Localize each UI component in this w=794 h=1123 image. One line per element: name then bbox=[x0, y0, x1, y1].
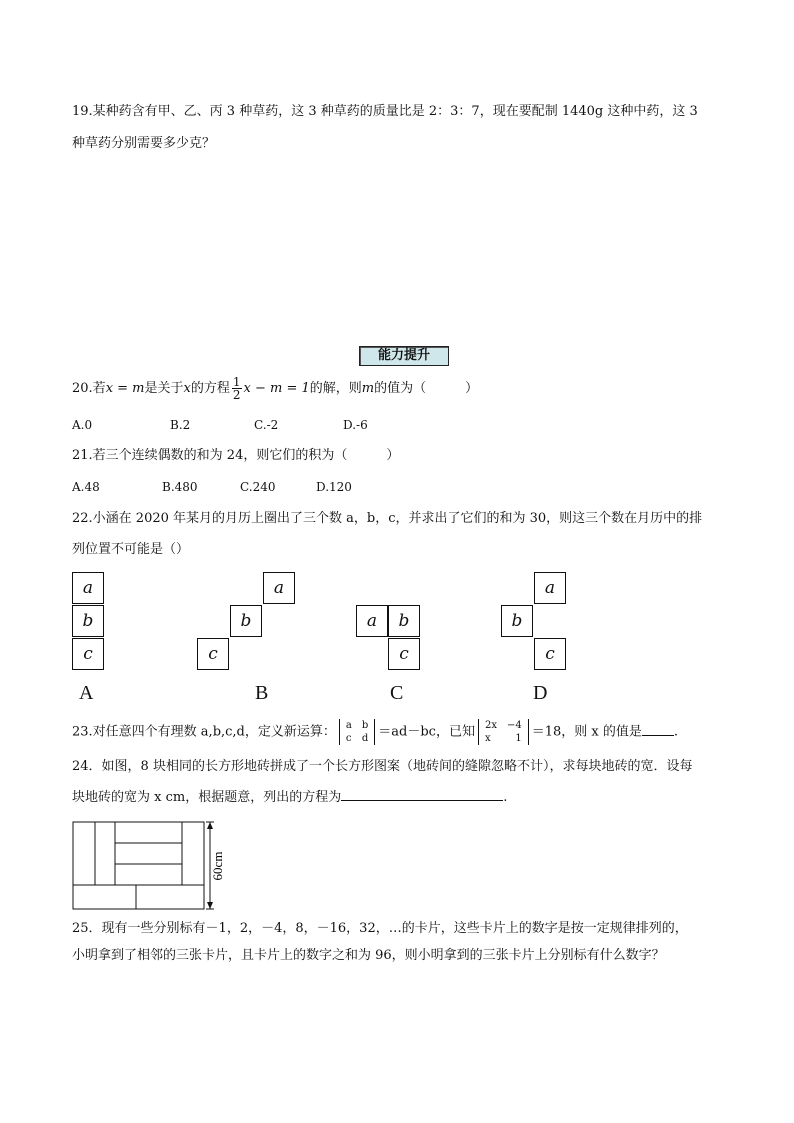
fig-c-cell-a: a bbox=[356, 605, 388, 637]
q24-answer-blank[interactable] bbox=[341, 800, 503, 801]
fig-label-a: A bbox=[79, 682, 94, 704]
q21-option-b: B.480 bbox=[162, 480, 198, 494]
q20-var: x bbox=[183, 381, 191, 396]
q22-line1: 22.小涵在 2020 年某月的月历上圈出了三个数 a，b，c，并求出了它们的和为 30，则这三个数在月历中的排 bbox=[72, 511, 703, 526]
q20-frac-den: 2 bbox=[232, 388, 241, 402]
fig-a-cell-a: a bbox=[72, 572, 104, 604]
fig-d-cell-a: a bbox=[534, 572, 566, 604]
q23-determinant-def bbox=[339, 719, 375, 745]
q23-end: . bbox=[673, 724, 678, 740]
q19-line1: 19.某种药含有甲、乙、丙 3 种草药，这 3 种草药的质量比是 2：3：7，现在要配制 1440g 这种中药，这 3 bbox=[72, 104, 698, 119]
fig-label-b: B bbox=[255, 682, 269, 704]
q20-suffix: 的值为（ ） bbox=[374, 381, 479, 396]
arrow-up-icon bbox=[207, 822, 213, 829]
det1-c: c bbox=[345, 733, 352, 744]
q21-option-c: C.240 bbox=[240, 480, 276, 494]
fig-label-d: D bbox=[533, 682, 548, 704]
dimension-label: 60cm bbox=[210, 851, 225, 881]
q25-line1: 25．现有一些分别标有－1，2，－4，8，－16，32，…的卡片，这些卡片上的数字是按一定规律排列的， bbox=[72, 921, 688, 936]
q20-option-a: A.0 bbox=[72, 418, 93, 432]
fig-a-cell-c: c bbox=[72, 638, 104, 670]
q20-m: m bbox=[361, 381, 375, 396]
q24-end: . bbox=[503, 790, 508, 805]
q20-eq2: x − m = 1 bbox=[243, 381, 310, 396]
q19-line2: 种草药分别需要多少克？ bbox=[72, 136, 216, 151]
q20-mid3: 的解，则 bbox=[309, 381, 362, 396]
fig-b-cell-a: a bbox=[263, 572, 295, 604]
q23-stem bbox=[72, 719, 678, 745]
det1-a: a bbox=[345, 720, 352, 731]
fig-a-cell-b: b bbox=[72, 605, 104, 637]
q20-mid2: 的方程 bbox=[190, 381, 230, 396]
q23-determinant-given bbox=[478, 719, 529, 745]
q20-mid1: 是关于 bbox=[144, 381, 184, 396]
q23-mid: ＝ad－bc，已知 bbox=[378, 724, 475, 740]
q20-option-d: D.-6 bbox=[343, 418, 368, 432]
section-banner: 能力提升 bbox=[359, 346, 449, 366]
q21-option-d: D.120 bbox=[316, 480, 352, 494]
det2-a: 2x bbox=[484, 720, 497, 731]
q20-fraction bbox=[232, 376, 242, 401]
fig-d-cell-c: c bbox=[534, 638, 566, 670]
q24-line1: 24．如图，8 块相同的长方形地砖拼成了一个长方形图案（地砖间的缝隙忽略不计），求每块地砖的宽．设每 bbox=[72, 759, 693, 774]
fig-b-cell-b: b bbox=[230, 605, 262, 637]
q21-option-a: A.48 bbox=[72, 480, 100, 494]
q24-line2-text: 块地砖的宽为 x cm，根据题意，列出的方程为 bbox=[72, 790, 342, 805]
det2-c: x bbox=[484, 733, 491, 744]
fig-b-cell-c: c bbox=[197, 638, 229, 670]
tile-outer-rect bbox=[73, 822, 204, 909]
q20-prefix: 20.若 bbox=[72, 381, 106, 396]
fig-c-cell-b: b bbox=[388, 605, 420, 637]
q23-answer-blank[interactable] bbox=[642, 735, 674, 736]
q20-frac-num: 1 bbox=[232, 375, 241, 389]
q21-stem: 21.若三个连续偶数的和为 24，则它们的积为（ ） bbox=[72, 448, 400, 463]
arrow-down-icon bbox=[207, 902, 213, 909]
q23-prefix: 23.对任意四个有理数 a,b,c,d，定义新运算： bbox=[72, 724, 336, 740]
q25-line2: 小明拿到了相邻的三张卡片，且卡片上的数字之和为 96，则小明拿到的三张卡片上分别标有什么数字？ bbox=[72, 948, 665, 963]
det2-d: 1 bbox=[515, 733, 522, 744]
fig-c-cell-c: c bbox=[388, 638, 420, 670]
q20-option-c: C.-2 bbox=[254, 418, 279, 432]
det1-b: b bbox=[361, 720, 369, 731]
q24-tile-figure bbox=[70, 818, 230, 912]
q24-line2 bbox=[72, 789, 507, 807]
q20-stem bbox=[72, 376, 478, 401]
det1-d: d bbox=[361, 733, 369, 744]
det2-b: −4 bbox=[506, 720, 522, 731]
fig-label-c: C bbox=[390, 682, 404, 704]
q20-option-b: B.2 bbox=[170, 418, 191, 432]
fig-d-cell-b: b bbox=[501, 605, 533, 637]
q22-line2: 列位置不可能是（） bbox=[72, 542, 190, 557]
q23-suffix: ＝18，则 x 的值是 bbox=[531, 724, 642, 740]
q20-eq1: x = m bbox=[105, 381, 145, 396]
